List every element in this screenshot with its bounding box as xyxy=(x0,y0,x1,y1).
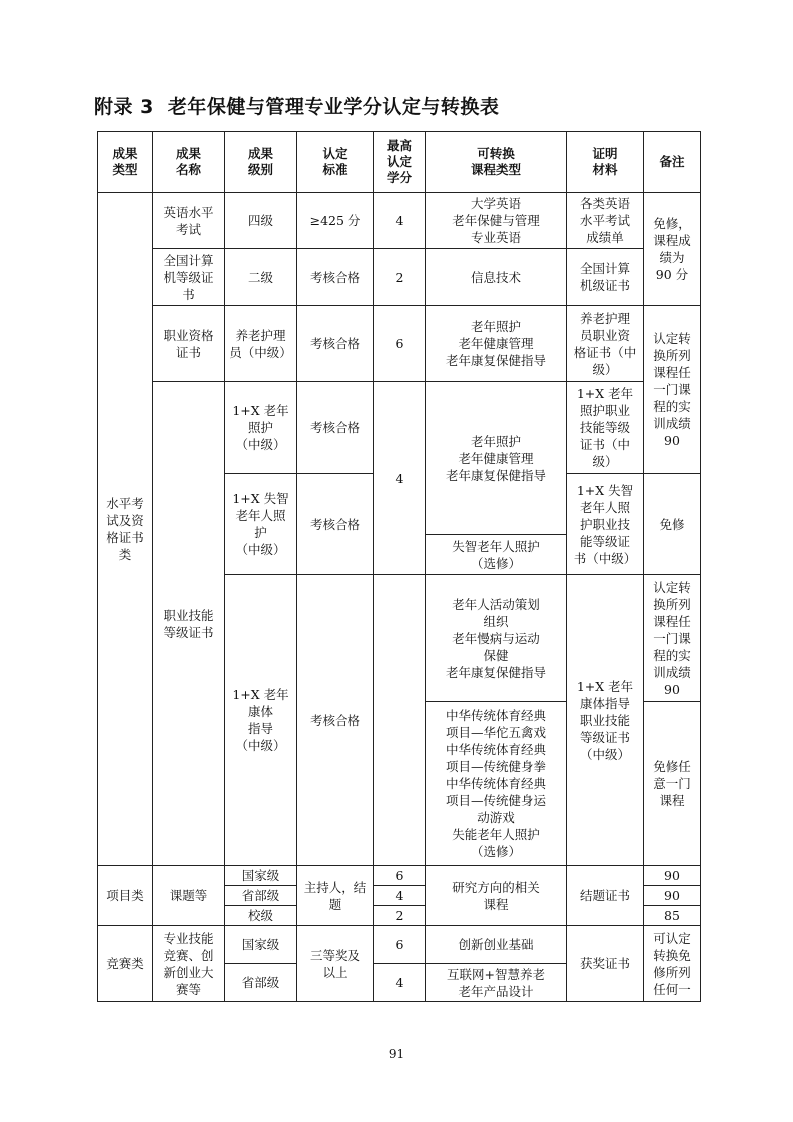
table-cell: 老年人活动策划 组织 老年慢病与运动 保健 老年康复保健指导 xyxy=(426,575,567,702)
category-cell: 项目类 xyxy=(98,866,153,926)
table-cell: 90 xyxy=(644,886,701,906)
note-cell: 可认定 转换免 修所列 任何一 xyxy=(644,926,701,1002)
category-cell: 水平考 试及资 格证书 类 xyxy=(98,193,153,866)
header-cell: 可转换 课程类型 xyxy=(426,132,567,193)
table-cell: 三等奖及 以上 xyxy=(297,926,374,1002)
table-cell: 2 xyxy=(374,249,426,306)
header-cell: 最高 认定 学分 xyxy=(374,132,426,193)
table-cell: 1+X 老年 照护职业 技能等级 证书（中 级） xyxy=(567,382,644,474)
table-cell: 85 xyxy=(644,906,701,926)
table-cell: 获奖证书 xyxy=(567,926,644,1002)
table-cell: 省部级 xyxy=(225,886,297,906)
table-cell: ≥425 分 xyxy=(297,193,374,249)
header-cell: 成果 级别 xyxy=(225,132,297,193)
table-row xyxy=(98,382,701,474)
table-cell: 老年照护 老年健康管理 老年康复保健指导 xyxy=(426,382,567,535)
table-cell: 中华传统体育经典 项目—华佗五禽戏 中华传统体育经典 项目—传统健身拳 中华传统体育经典 项目—传统健身运 动游戏 失能老年人照护 （选修） xyxy=(426,702,567,866)
table-cell: 6 xyxy=(374,866,426,886)
table-row xyxy=(98,866,701,886)
table-cell: 考核合格 xyxy=(297,382,374,474)
note-cell: 认定转 换所列 课程任 一门课 程的实 训成绩 90 xyxy=(644,575,701,702)
table-cell: 省部级 xyxy=(225,964,297,1002)
table-cell: 全国计算 机级证书 xyxy=(567,249,644,306)
skill-cert-cell: 职业技能 等级证书 xyxy=(153,382,225,866)
note-cell: 免修， 课程成 绩为 90 分 xyxy=(644,193,701,306)
table-cell: 1+X 老年 照护 （中级） xyxy=(225,382,297,474)
note-cell: 免修 xyxy=(644,474,701,575)
header-row xyxy=(98,132,701,193)
table-cell: 养老护理 员（中级） xyxy=(225,306,297,382)
credit-table xyxy=(97,131,701,1002)
note-cell: 免修任 意一门 课程 xyxy=(644,702,701,866)
table-row xyxy=(98,306,701,382)
table-cell: 4 xyxy=(374,193,426,249)
table-cell: 考核合格 xyxy=(297,306,374,382)
table-cell: 创新创业基础 xyxy=(426,926,567,964)
table-cell: 四级 xyxy=(225,193,297,249)
table-cell: 1+X 老年 康体指导 职业技能 等级证书 （中级） xyxy=(567,575,644,866)
appendix-title: 老年保健与管理专业学分认定与转换表 xyxy=(167,96,500,118)
table-cell: 1+X 失智 老年人照 护 （中级） xyxy=(225,474,297,575)
page-title xyxy=(94,92,499,119)
table-cell: 4 xyxy=(374,886,426,906)
table-cell: 互联网+智慧养老 老年产品设计 xyxy=(426,964,567,1002)
table-row xyxy=(98,193,701,249)
table-cell: 4 xyxy=(374,964,426,1002)
table-cell: 国家级 xyxy=(225,866,297,886)
table-cell: 失智老年人照护 （选修） xyxy=(426,535,567,575)
table-cell: 老年照护 老年健康管理 老年康复保健指导 xyxy=(426,306,567,382)
table-cell: 专业技能 竞赛、创 新创业大 赛等 xyxy=(153,926,225,1002)
table-cell: 各类英语 水平考试 成绩单 xyxy=(567,193,644,249)
page-number: 91 xyxy=(388,1047,405,1061)
table-cell: 研究方向的相关 课程 xyxy=(426,866,567,926)
header-cell: 成果 名称 xyxy=(153,132,225,193)
table-cell: 二级 xyxy=(225,249,297,306)
table-cell xyxy=(374,575,426,866)
header-cell: 成果 类型 xyxy=(98,132,153,193)
table-cell: 6 xyxy=(374,926,426,964)
header-cell: 证明 材料 xyxy=(567,132,644,193)
table-cell: 全国计算 机等级证 书 xyxy=(153,249,225,306)
header-cell: 认定 标准 xyxy=(297,132,374,193)
table-cell: 考核合格 xyxy=(297,575,374,866)
table-cell: 职业资格 证书 xyxy=(153,306,225,382)
table-cell: 大学英语 老年保健与管理 专业英语 xyxy=(426,193,567,249)
table-cell: 校级 xyxy=(225,906,297,926)
table-cell: 主持人，结 题 xyxy=(297,866,374,926)
appendix-label: 附录 3 xyxy=(94,96,154,118)
table-cell: 4 xyxy=(374,382,426,575)
header-cell: 备注 xyxy=(644,132,701,193)
table-cell: 国家级 xyxy=(225,926,297,964)
note-cell: 认定转 换所列 课程任 一门课 程的实 训成绩 90 xyxy=(644,306,701,474)
table-cell: 养老护理 员职业资 格证书（中 级） xyxy=(567,306,644,382)
category-cell: 竞赛类 xyxy=(98,926,153,1002)
table-cell: 6 xyxy=(374,306,426,382)
table-cell: 结题证书 xyxy=(567,866,644,926)
table-cell: 1+X 老年 康体 指导 （中级） xyxy=(225,575,297,866)
table-cell: 课题等 xyxy=(153,866,225,926)
table-cell: 90 xyxy=(644,866,701,886)
table-cell: 英语水平 考试 xyxy=(153,193,225,249)
table-cell: 2 xyxy=(374,906,426,926)
table-row xyxy=(98,926,701,964)
table-row xyxy=(98,249,701,306)
table-cell: 1+X 失智 老年人照 护职业技 能等级证 书（中级） xyxy=(567,474,644,575)
table-cell: 考核合格 xyxy=(297,474,374,575)
table-cell: 考核合格 xyxy=(297,249,374,306)
table-cell: 信息技术 xyxy=(426,249,567,306)
